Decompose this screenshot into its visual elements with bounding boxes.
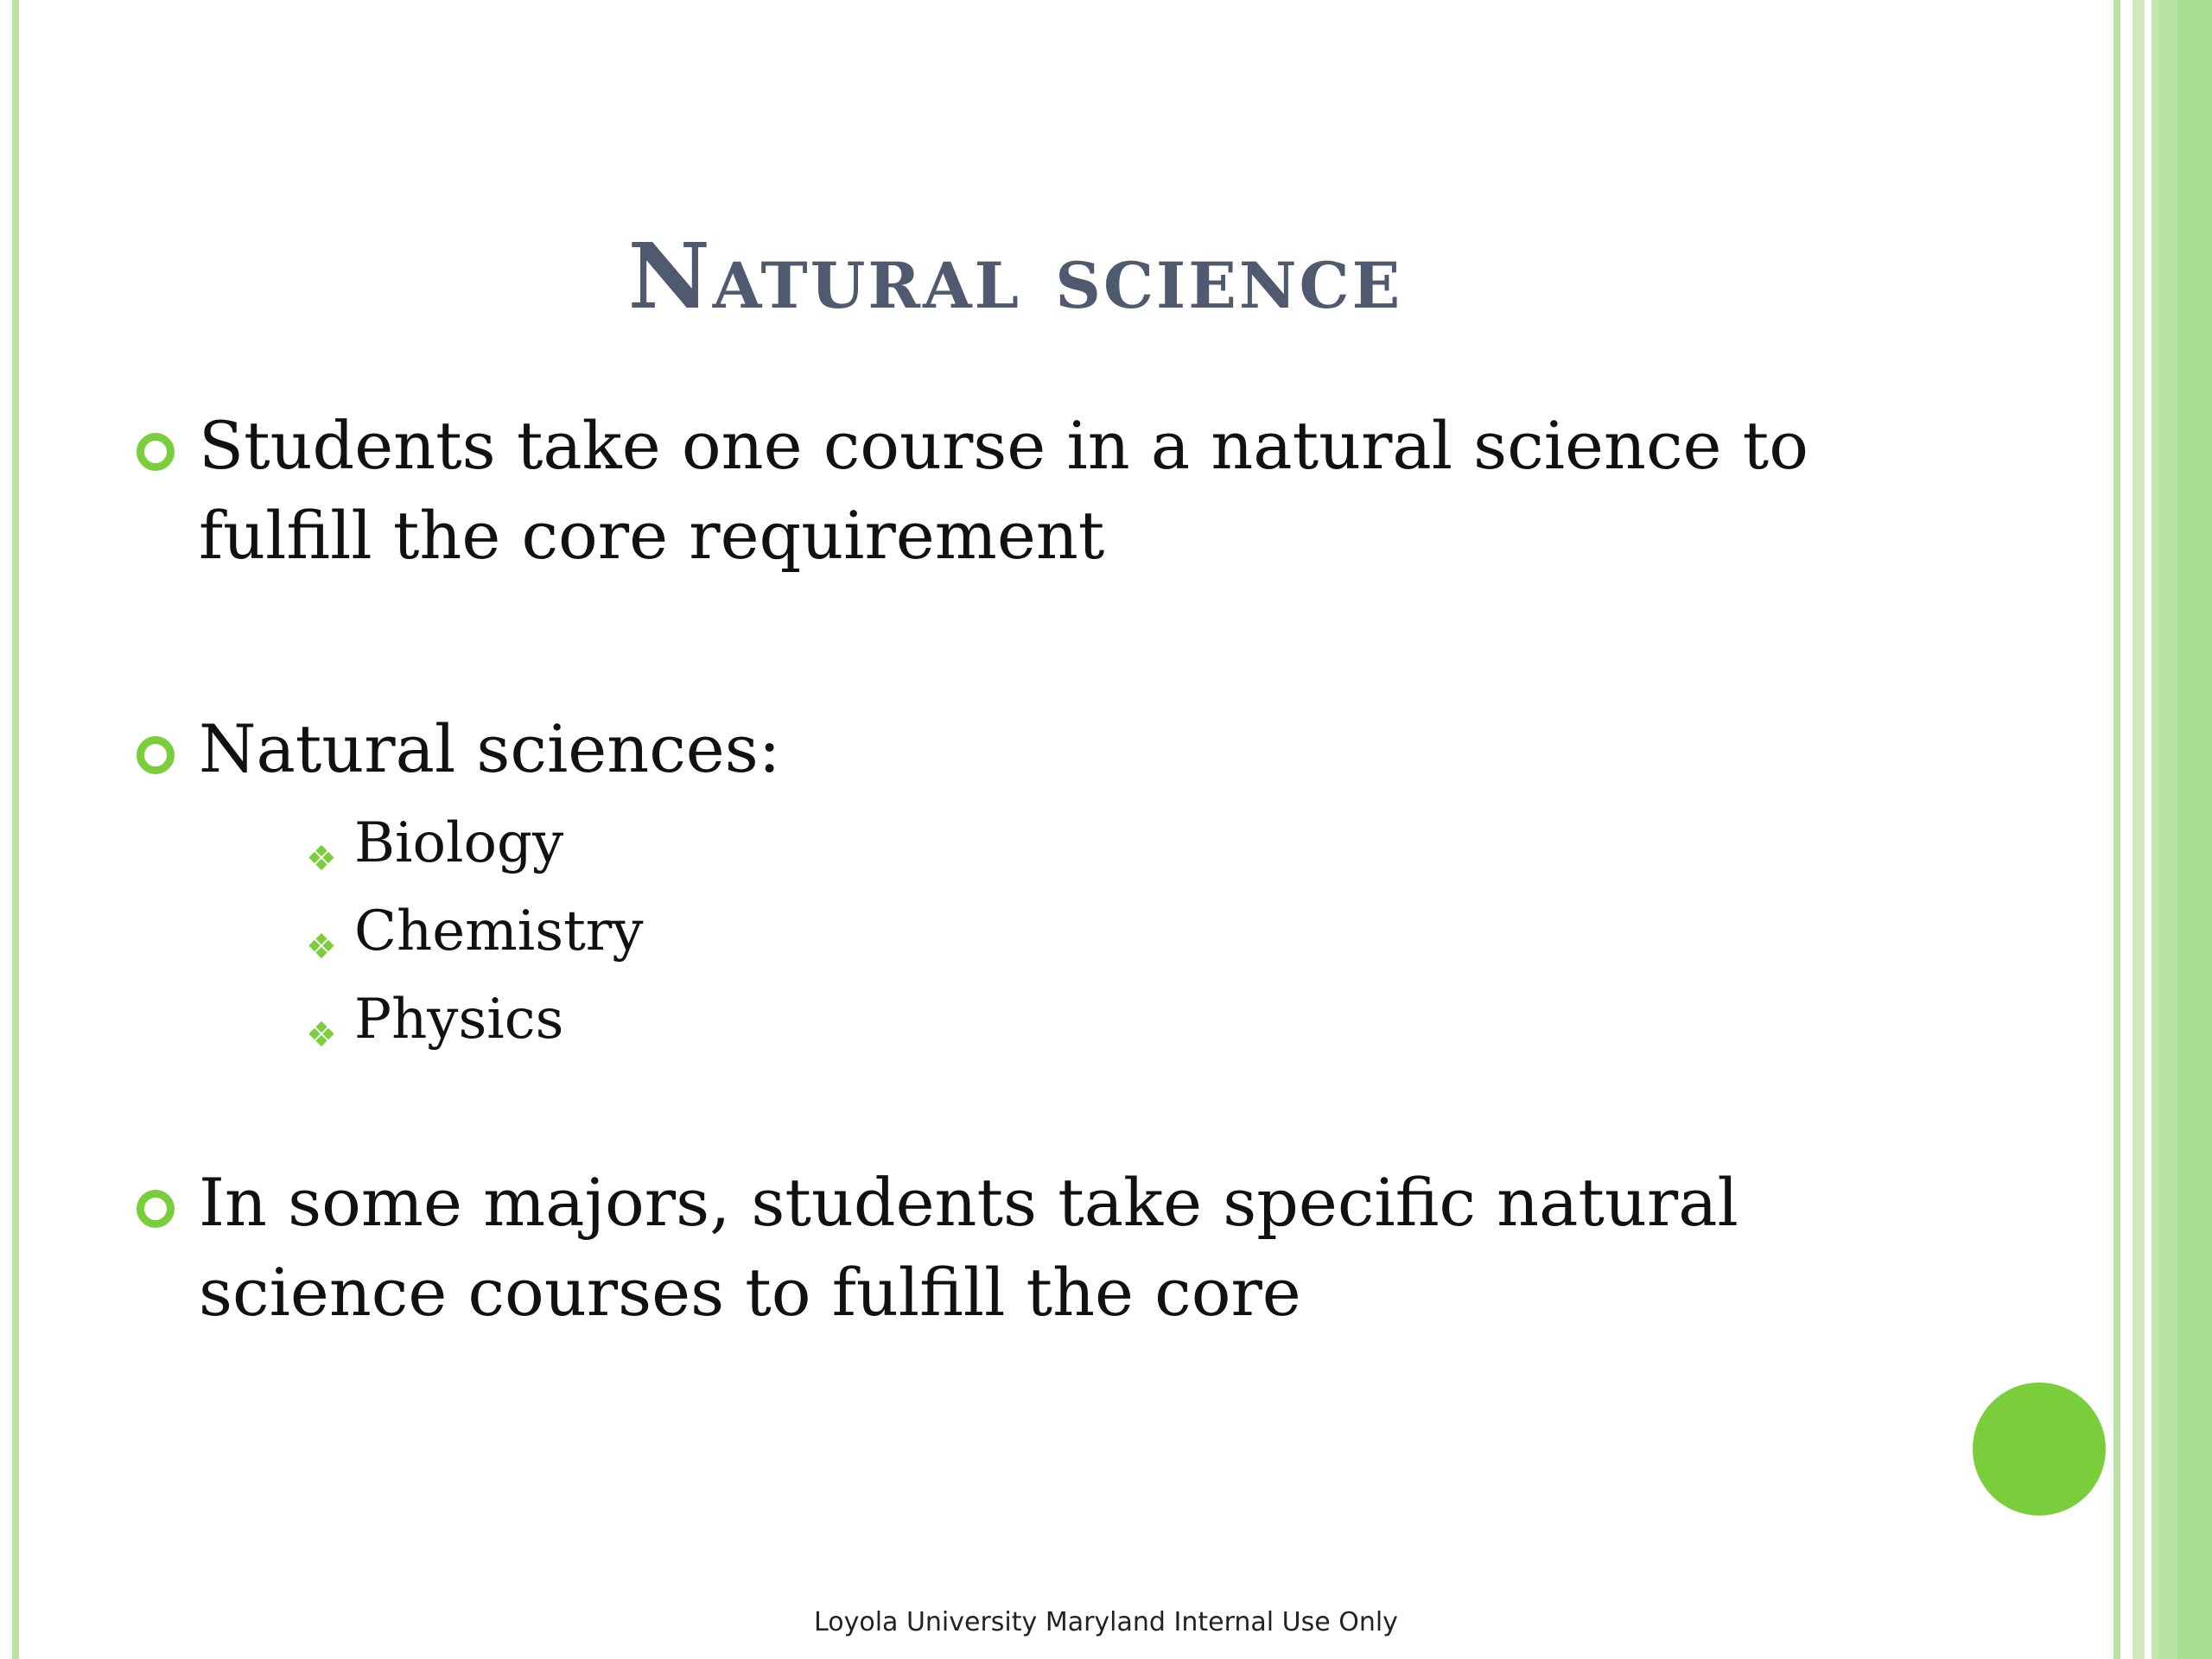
bullet-item <box>199 1158 1944 1338</box>
right-border-decoration <box>2108 0 2212 1659</box>
slide-footer: Loyola University Maryland Internal Use Only <box>814 1607 1398 1637</box>
sub-bullet-text: Physics <box>354 988 564 1052</box>
slide-title: Natural science <box>627 223 1403 329</box>
sub-bullet-item <box>306 799 644 887</box>
hollow-circle-icon <box>137 433 175 471</box>
four-diamond-icon: ❖ <box>306 927 337 967</box>
four-diamond-icon: ❖ <box>306 1015 337 1055</box>
bullet-text: Students take one course in a natural science to fulfill the core requirement <box>199 407 1808 574</box>
bullet-item <box>199 401 1944 581</box>
sub-bullet-list <box>306 799 644 1064</box>
sub-bullet-item <box>306 887 644 976</box>
hollow-circle-icon <box>137 736 175 774</box>
bullet-text: In some majors, students take specific natural science courses to fulfill the core <box>199 1164 1738 1331</box>
sub-bullet-text: Chemistry <box>354 899 644 963</box>
bullet-text: Natural sciences: <box>199 710 781 787</box>
green-circle-icon <box>1973 1382 2106 1516</box>
bullet-item <box>199 704 1944 794</box>
hollow-circle-icon <box>137 1190 175 1228</box>
four-diamond-icon: ❖ <box>306 839 337 879</box>
sub-bullet-item <box>306 976 644 1064</box>
sub-bullet-text: Biology <box>354 811 564 875</box>
